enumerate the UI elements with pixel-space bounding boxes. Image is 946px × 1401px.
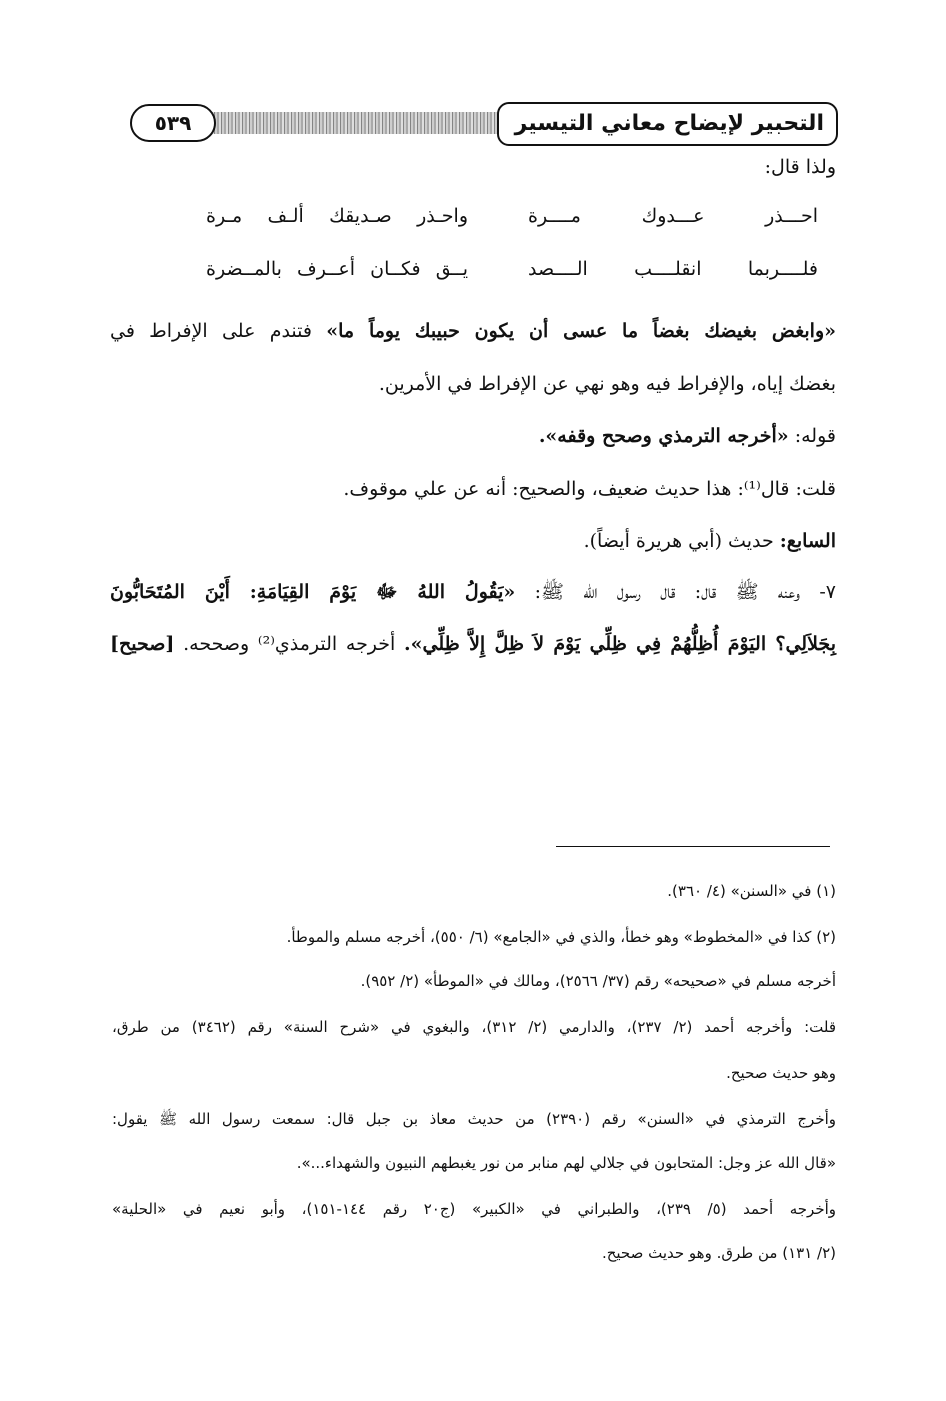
hadith-7-line-2	[110, 633, 836, 655]
page-number: ٥٣٩	[130, 104, 216, 142]
footnote-2-continued-2: قلت: وأخرجه أحمد (٢/ ٢٣٧)، والدارمي (٢/ ٣١٢)، والبغوي في «شرح السنة» رقم (٣٤٦٢) من طرق،	[112, 1018, 837, 1036]
paragraph-1-line-1	[110, 320, 836, 342]
paragraph-2-lead: قوله:	[794, 425, 836, 447]
paragraph-4-lead: السابع:	[779, 530, 836, 552]
footnote-2-continued-6: وأخرجه أحمد (٥/ ٢٣٩)، والطبراني في «الكبير» (ج٢٠ رقم ١٤٤-١٥١)، وأبو نعيم في «الحلية»	[112, 1200, 836, 1218]
footnote-2-continued-1: أخرجه مسلم في «صحيحه» رقم (٣٧/ ٢٥٦٦)، ومالك في «الموطأ» (٢/ ٩٥٢).	[360, 972, 836, 990]
book-title: التحبير لإيضاح معاني التيسير	[497, 102, 838, 146]
footnote-2-continued-4: وأخرج الترمذي في «السنن» رقم (٢٣٩٠) من حديث معاذ بن جبل قال: سمعت رسول الله ﷺ يقول:	[112, 1110, 837, 1128]
footnote-2: (٢) كذا في «المخطوط» وهو خطأ، والذي في «الجامع» (٦/ ٥٥٠)، أخرجه مسلم والموطأ.	[286, 928, 836, 946]
paragraph-3: قلت: قال⁽¹⁾: هذا حديث ضعيف، والصحيح: أنه عن علي موقوف.	[343, 478, 836, 500]
hadith-7-line-1	[110, 580, 836, 608]
hadith-grade: [صحيح]	[110, 633, 175, 655]
paragraph-2-quote: «أخرجه الترمذي وصحح وقفه».	[538, 425, 789, 447]
verse-2-first-hemistich: فلــــربما انقلــــب الــــصد	[528, 258, 818, 280]
paragraph-4-rest: حديث (أبي هريرة أيضاً).	[583, 530, 774, 552]
footnote-2-continued-5: «قال الله عز وجل: المتحابون في جلالي لهم منابر من نور يغبطهم النبيون والشهداء...».	[296, 1154, 836, 1172]
paragraph-1-line-2: بغضك إياه، والإفراط فيه وهو نهي عن الإفراط في الأمرين.	[378, 373, 836, 395]
hadith-7-source: أخرجه الترمذي⁽²⁾ وصححه.	[183, 633, 396, 655]
quoted-saying: «وابغض بغيضك بغضاً ما عسى أن يكون حبيبك يوماً ما»	[326, 320, 836, 342]
verse-2-second-hemistich: يــق فكــان أعــرف بالمــضرة	[206, 258, 468, 280]
hadith-7-text-part-2: بِجَلاَلِي؟ اليَوْمَ أُظِلُّهُمْ فِي ظِلِّي يَوْمَ لاَ ظِلَّ إِلاَّ ظِلِّي».	[404, 633, 836, 655]
footnote-1: (١) في «السنن» (٤/ ٣٦٠).	[667, 882, 836, 900]
hadith-7-intro: ٧- وعنه ﷺ قال: قال رسول الله ﷺ:	[534, 581, 837, 603]
footnote-2-continued-3: وهو حديث صحيح.	[726, 1064, 836, 1082]
intro-line: ولذا قال:	[764, 156, 836, 178]
footnote-separator	[556, 846, 830, 847]
footnote-2-continued-7: (٢/ ١٣١) من طرق. وهو حديث صحيح.	[601, 1244, 836, 1262]
paragraph-1-continuation: فتندم على الإفراط في	[110, 320, 312, 342]
paragraph-4	[584, 530, 836, 552]
verse-1-first-hemistich: احـــذر عـــدوك مــــرة	[528, 205, 818, 227]
paragraph-2	[539, 425, 836, 447]
verse-1-second-hemistich: واحـذر صـديقك ألـف مـرة	[206, 205, 468, 227]
running-header	[114, 102, 838, 146]
hadith-7-text-part-1: «يَقُولُ اللهُ ﷻ يَوْمَ القِيَامَةِ: أَيْنَ المُتَحَابُّونَ	[110, 581, 516, 603]
